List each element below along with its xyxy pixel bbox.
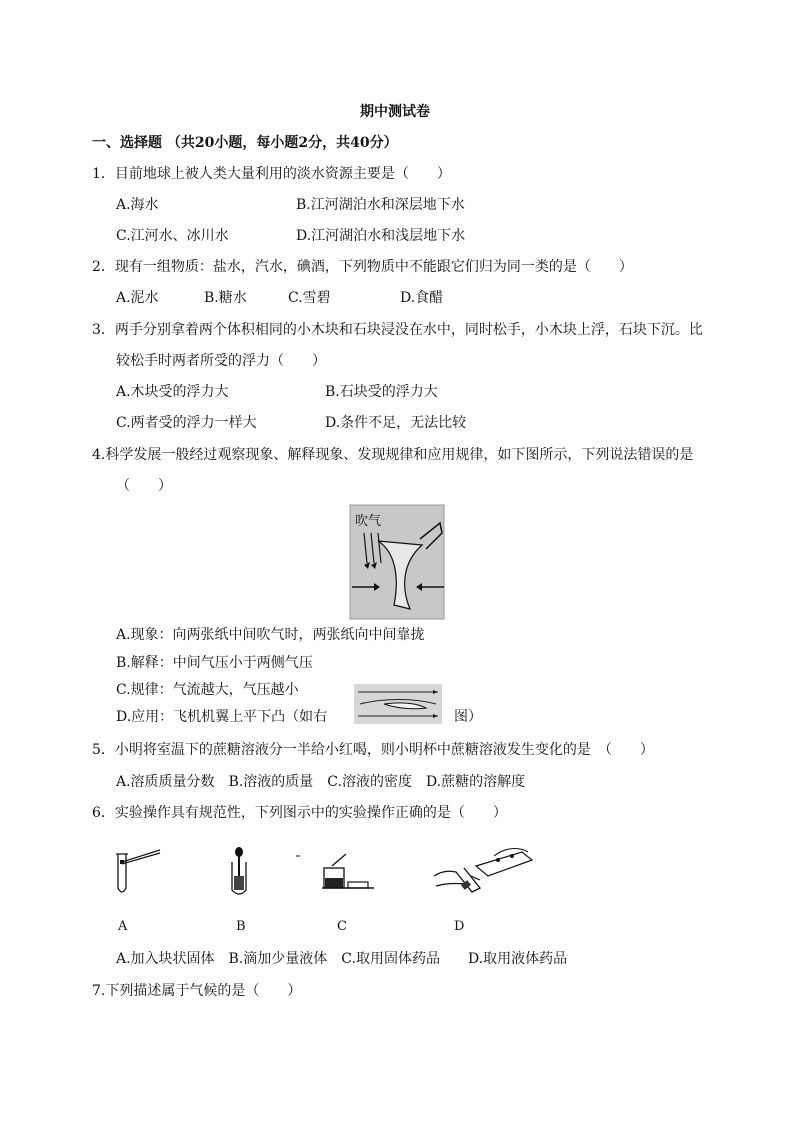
q4-option-d-after: 图）: [454, 709, 482, 725]
experiment-figure-a: [108, 848, 164, 898]
page-title: 期中测试卷: [360, 104, 430, 120]
q3-option-c: C.两者受的浮力一样大: [116, 415, 257, 431]
q6-label-b: B: [236, 919, 246, 934]
experiment-figure-c: [294, 852, 374, 894]
blow-air-label: 吹气: [355, 514, 382, 529]
q4-option-b: B.解释：中间气压小于两侧气压: [116, 655, 313, 671]
q4-option-d-before: D.应用：飞机机翼上平下凸（如右: [116, 709, 328, 725]
wing-figure: [354, 684, 442, 724]
q1-option-b: B.江河湖泊水和深层地下水: [296, 197, 465, 213]
q3-option-d: D.条件不足，无法比较: [325, 415, 467, 431]
q5-options: A.溶质质量分数 B.溶液的质量 C.溶液的密度 D.蔗糖的溶解度: [116, 774, 526, 790]
q4-option-a: A.现象：向两张纸中间吹气时，两张纸向中间靠拢: [116, 627, 425, 643]
q3-option-a: A.木块受的浮力大: [116, 384, 229, 400]
experiment-figure-d: [432, 846, 538, 896]
q1-option-a: A.海水: [116, 197, 159, 213]
q6-label-a: A: [118, 919, 128, 934]
q3-option-b: B.石块受的浮力大: [325, 384, 438, 400]
q4-stem-line1: 4.科学发展一般经过观察现象、解释现象、发现规律和应用规律，如下图所示，下列说法错误的是: [92, 447, 694, 463]
q6-label-c: C: [337, 919, 347, 934]
q4-option-c: C.规律：气流越大，气压越小: [116, 682, 299, 698]
experiment-figure-b: [226, 846, 252, 898]
q6-stem: 6．实验操作具有规范性，下列图示中的实验操作正确的是（ ）: [92, 805, 507, 821]
section-heading: 一、选择题 （共20小题，每小题2分，共40分）: [92, 135, 398, 151]
q3-stem-line2: 较松手时两者所受的浮力（ ）: [116, 353, 326, 369]
q7-stem: 7.下列描述属于气候的是（ ）: [92, 983, 302, 999]
q2-option-c: C.雪碧: [288, 290, 331, 306]
q1-option-c: C.江河水、冰川水: [116, 228, 229, 244]
q1-option-d: D.江河湖泊水和浅层地下水: [296, 228, 466, 244]
q4-stem-line2: （ ）: [116, 478, 172, 494]
q2-option-b: B.糖水: [204, 290, 247, 306]
paper-blowing-figure: [350, 505, 444, 619]
q2-stem: 2．现有一组物质：盐水，汽水，碘酒，下列物质中不能跟它们归为同一类的是（ ）: [92, 259, 633, 275]
q5-stem: 5．小明将室温下的蔗糖溶液分一半给小红喝，则小明杯中蔗糖溶液发生变化的是 （ ）: [92, 742, 654, 758]
q2-option-a: A.泥水: [116, 290, 159, 306]
q1-stem: 1．目前地球上被人类大量利用的淡水资源主要是（ ）: [92, 166, 451, 182]
q3-stem-line1: 3．两手分别拿着两个体积相同的小木块和石块浸没在水中，同时松手，小木块上浮，石块下沉。比: [92, 322, 703, 338]
q2-option-d: D.食醋: [400, 290, 444, 306]
q6-options: A.加入块状固体 B.滴加少量液体 C.取用固体药品 D.取用液体药品: [116, 951, 568, 967]
q6-label-d: D: [454, 919, 465, 934]
